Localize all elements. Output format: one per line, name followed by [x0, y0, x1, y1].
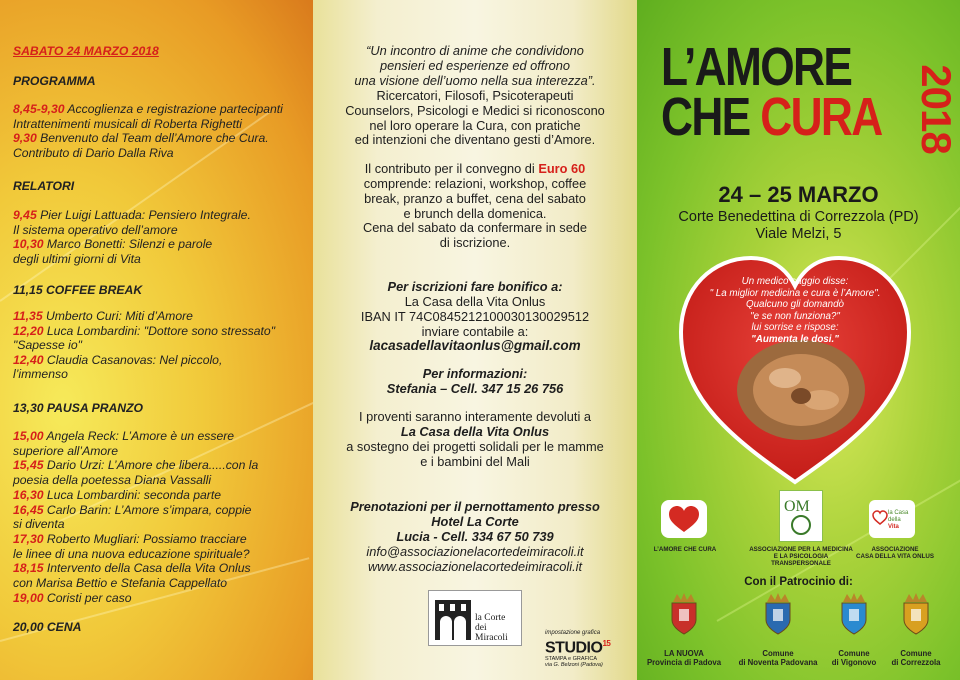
text-line: nel loro operare la Cura, con pratiche	[369, 117, 581, 133]
title-line-1: L’AMORE	[661, 37, 852, 97]
pausa-pranzo: 13,30 PAUSA PRANZO	[13, 401, 144, 415]
heart-quote-line: Un medico saggio disse:	[741, 276, 849, 287]
program-line: si diventa	[13, 517, 65, 532]
text-line: Ricercatori, Filosofi, Psicoterapeuti	[376, 88, 574, 103]
program-panel	[0, 0, 313, 680]
heart-outline-icon	[872, 510, 888, 526]
prenotazioni-title: Prenotazioni per il pernottamento presso	[350, 499, 600, 514]
logo2-caption: ASSOCIAZIONE PER LA MEDICINA E LA PSICOLOGIA TRANSPERSONALE	[749, 546, 853, 567]
crest-3	[899, 592, 933, 641]
program-line: 8,45-9,30 Accoglienza e registrazione partecipanti	[13, 102, 283, 116]
coat-of-arms-icon	[899, 592, 933, 636]
text-line: “Un incontro di anime che condividono	[366, 43, 584, 58]
info-panel	[313, 0, 637, 680]
info-contact: Stefania – Cell. 347 15 26 756	[386, 381, 564, 396]
lucia-contact: Lucia - Cell. 334 67 50 739	[396, 529, 554, 544]
crest-caption: LA NUOVA Provincia di Padova	[646, 649, 722, 667]
year-vertical: 2018	[913, 64, 960, 154]
hotel-name: Hotel La Corte	[431, 514, 519, 529]
program-line: Intrattenimenti musicali di Roberta Righetti	[13, 116, 242, 131]
heart-quote-line: " La miglior medicina e cura è l’Amore".	[709, 287, 881, 299]
coffee-break: 11,15 COFFEE BREAK	[13, 283, 143, 297]
program-line: 10,30 Marco Bonetti: Silenzi e parole	[13, 237, 213, 251]
proventi-line-3: e i bambini del Mali	[420, 454, 530, 469]
crest-2	[837, 592, 871, 641]
program-line: 9,45 Pier Luigi Lattuada: Pensiero Integrale.	[13, 208, 251, 222]
heart-quote-line: Qualcuno gli domandò	[745, 299, 845, 311]
email-corte[interactable]: info@associazionelacortedeimiracoli.it	[366, 544, 584, 559]
svg-text:OM: OM	[784, 498, 810, 515]
text-line: di iscrizione.	[439, 235, 511, 251]
heart-quote-punchline: "Aumenta le dosi."	[751, 334, 839, 345]
coat-of-arms-icon	[667, 592, 701, 636]
program-line: 16,45 Carlo Barin: L’Amore s’impara, coppie	[13, 502, 252, 517]
event-dates: 24 – 25 MARZO	[718, 182, 879, 207]
proventi-line: I proventi saranno interamente devoluti a	[359, 409, 591, 424]
cena: 20,00 CENA	[13, 620, 82, 634]
crest-1	[761, 592, 795, 641]
logo-text: la Corte dei Miracoli	[475, 613, 508, 643]
program-line: "Sapesse io"	[13, 338, 82, 353]
program-line: 15,45 Dario Urzi: L’Amore che libera.....con la	[13, 458, 259, 473]
text-line: Counselors, Psicologi e Medici si riconoscono	[345, 102, 605, 118]
amp-symbol-icon	[780, 491, 822, 541]
crest-0	[667, 592, 701, 641]
contribution-line: Il contributo per il convegno di Euro 60	[364, 161, 586, 176]
program-line: Il sistema operativo dell’amore	[13, 222, 178, 237]
arch-building-icon	[433, 594, 473, 642]
text-line: pensieri ed esperienze ed offrono	[380, 57, 570, 73]
program-line: 15,00 Angela Reck: L’Amore è un essere	[13, 429, 235, 443]
text-line: ed intenzioni che diventano gesti d’Amore.	[354, 132, 596, 148]
small-heart-icon	[661, 500, 707, 538]
text-line: La Casa della Vita Onlus	[404, 294, 546, 309]
relatori-heading: RELATORI	[13, 179, 75, 193]
studio15-credit: impostazione grafica STUDIO$^{15}$ STAMPA e GRAFICA via G. Belzoni (Padova)	[545, 630, 611, 669]
program-line: superiore all’Amore	[13, 443, 118, 458]
corte-miracoli-logo	[428, 590, 522, 646]
amp-logo	[779, 490, 823, 542]
email-casa-vita[interactable]: lacasadellavitaonlus@gmail.com	[369, 338, 581, 353]
program-line: 9,30 Benvenuto dal Team dell’Amore che Cura.	[13, 131, 269, 145]
title-panel	[637, 0, 960, 680]
program-line: con Marisa Bettio e Stefania Cappellato	[13, 576, 228, 590]
crest-caption: Comune di Noventa Padovana	[738, 649, 818, 667]
program-line: 12,40 Claudia Casanovas: Nel piccolo,	[13, 352, 223, 367]
coat-of-arms-icon	[837, 592, 871, 636]
program-line: 19,00 Coristi per caso	[13, 590, 132, 605]
heart-quote-line: "e se non funziona?"	[750, 310, 840, 322]
program-line: 18,15 Intervento della Casa della Vita Onlus	[13, 561, 251, 576]
program-line: poesia della poetessa Diana Vassalli	[13, 473, 212, 488]
address: Viale Melzi, 5	[755, 226, 842, 242]
proventi-org: La Casa della Vita Onlus	[400, 424, 550, 439]
crest-caption: Comune di Correzzola	[891, 649, 941, 667]
proventi-line-2: a sostegno dei progetti solidali per le mamme	[346, 439, 604, 454]
program-line: degli ultimi giorni di Vita	[13, 251, 141, 266]
program-line: 11,35 Umberto Curi: Miti d’Amore	[13, 309, 193, 323]
title-line-2: CHE CURA	[661, 87, 882, 147]
iscrizioni-title: Per iscrizioni fare bonifico a:	[387, 279, 563, 294]
text-line: comprende: relazioni, workshop, coffee	[363, 176, 587, 191]
website-link[interactable]: www.associazionelacortedeimiracoli.it	[367, 559, 583, 574]
heart-quote-line: lui sorrise e rispose:	[751, 322, 839, 334]
casa-vita-logo: la Casa della Vita	[869, 500, 915, 538]
program-line: 12,20 Luca Lombardini: "Dottore sono stressato"	[13, 323, 276, 338]
text-line: IBAN IT 74C0845212100030130029512	[360, 308, 590, 324]
programma-heading: PROGRAMMA	[13, 74, 96, 88]
logo1-caption: L’AMORE CHE CURA	[653, 546, 717, 553]
date-header: SABATO 24 MARZO 2018	[13, 44, 159, 58]
program-line: Contributo di Dario Dalla Riva	[13, 145, 174, 160]
info-title: Per informazioni:	[422, 366, 528, 381]
program-line: 17,30 Roberto Mugliari: Possiamo tracciare	[13, 531, 247, 546]
text-line: Cena del sabato da confermare in sede	[362, 220, 588, 236]
program-line: le linee di una nuova educazione spirituale?	[13, 546, 250, 561]
crest-caption: Comune di Vigonovo	[831, 649, 877, 667]
amore-che-cura-logo	[661, 500, 707, 538]
logo3-caption: ASSOCIAZIONE CASA DELLA VITA ONLUS	[856, 546, 934, 560]
text-line: una visione dell’uomo nella sua interezza”.	[354, 72, 596, 88]
program-line: l’immenso	[13, 367, 68, 382]
text-line: inviare contabile a:	[421, 323, 529, 339]
venue: Corte Benedettina di Correzzola (PD)	[678, 209, 919, 225]
text-line: break, pranzo a buffet, cena del sabato	[364, 190, 586, 206]
program-line: 16,30 Luca Lombardini: seconda parte	[13, 487, 222, 502]
text-line: e brunch della domenica.	[403, 205, 547, 221]
patrocinio-heading: Con il Patrocinio di:	[744, 576, 853, 588]
coat-of-arms-icon	[761, 592, 795, 636]
